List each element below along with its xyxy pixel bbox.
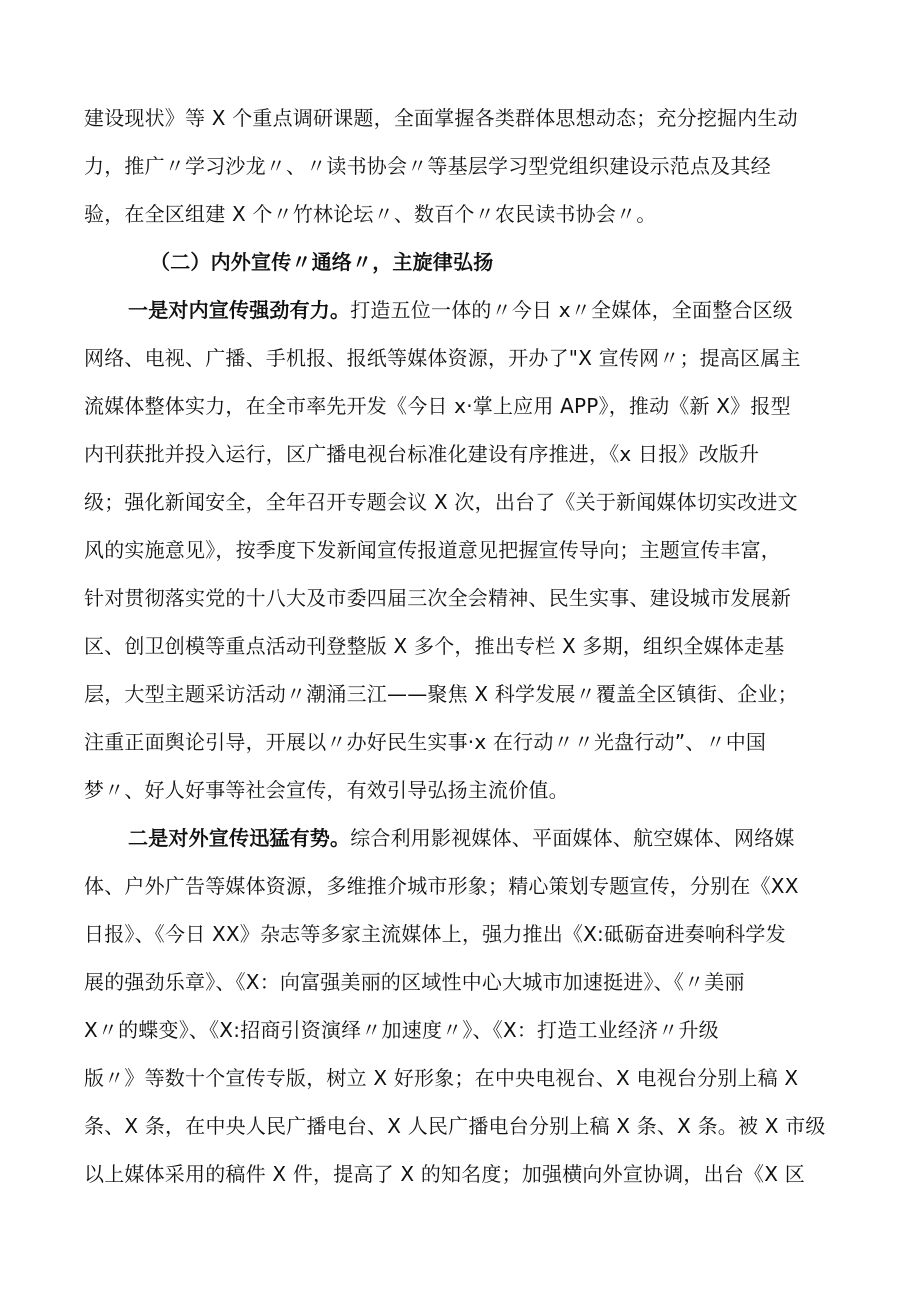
paragraph-lead: 二是对外宣传迅猛有势。 <box>128 826 351 850</box>
section-heading: （二）内外宣传〃通络〃，主旋律弘扬 <box>150 250 494 274</box>
text-line: 层，大型主题采访活动〃潮涌三江——聚焦 X 科学发展〃覆盖全区镇街、企业； <box>84 682 798 706</box>
text-line: 梦〃、好人好事等社会宣传，有效引导弘扬主流价值。 <box>84 778 569 802</box>
document-body <box>84 94 844 1198</box>
paragraph-start <box>84 286 844 334</box>
text-line: 注重正面舆论引导，开展以〃办好民生实事·x 在行动〃〃光盘行动”、〃中国 <box>84 730 767 754</box>
text-line: 风的实施意见》，按季度下发新闻宣传报道意见把握宣传导向；主题宣传丰富， <box>84 538 781 562</box>
text-line: 针对贯彻落实党的十八大及市委四届三次全会精神、民生实事、建设城市发展新 <box>84 586 791 610</box>
text-line: 验，在全区组建 X 个〃竹林论坛〃、数百个〃农民读书协会〃。 <box>84 202 657 226</box>
text-line: 版〃》等数十个宣传专版，树立 X 好形象；在中央电视台、X 电视台分别上稿 X <box>84 1066 799 1090</box>
text-run: 综合利用影视媒体、平面媒体、航空媒体、网络媒 <box>350 826 795 850</box>
text-line: 条、X 条，在中央人民广播电台、X 人民广播电台分别上稿 X 条、X 条。被 X 市级 <box>84 1114 826 1138</box>
text-run: 打造五位一体的〃今日 x〃全媒体，全面整合区级 <box>350 298 793 322</box>
paragraph-start <box>84 814 844 862</box>
text-line: X〃的蝶变》、《X:招商引资演绎〃加速度〃》、《X：打造工业经济〃升级 <box>84 1018 719 1042</box>
text-line: 级；强化新闻安全，全年召开专题会议 X 次，出台了《关于新闻媒体切实改进文 <box>84 490 798 514</box>
text-line: 流媒体整体实力，在全市率先开发《今日 x·掌上应用 APP》，推动《新 X》报型 <box>84 394 791 418</box>
text-line: 建设现状》等 X 个重点调研课题，全面掌握各类群体思想动态；充分挖掘内生动 <box>84 106 798 130</box>
text-line: 体、户外广告等媒体资源，多维推介城市形象；精心策划专题宣传，分别在《XX <box>84 874 799 898</box>
paragraph-lead: 一是对内宣传强劲有力。 <box>128 298 351 322</box>
text-line: 展的强劲乐章》、《X：向富强美丽的区域性中心大城市加速挺进》、《〃美丽 <box>84 970 745 994</box>
text-line: 力，推广〃学习沙龙〃、〃读书协会〃等基层学习型党组织建设示范点及其经 <box>84 154 771 178</box>
text-line: 网络、电视、广播、手机报、报纸等媒体资源，开办了"X 宣传网〃；提高区属主 <box>84 346 801 370</box>
text-line: 区、创卫创模等重点活动刊登整版 X 多个，推出专栏 X 多期，组织全媒体走基 <box>84 634 785 658</box>
text-line: 以上媒体采用的稿件 X 件，提高了 X 的知名度；加强横向外宣协调，出台《X 区 <box>84 1162 805 1186</box>
text-line: 日报》、《今日 XX》杂志等多家主流媒体上，强力推出《X:砥砺奋进奏响科学发 <box>84 922 786 946</box>
text-line: 内刊获批并投入运行，区广播电视台标准化建设有序推进，《x 日报》改版升 <box>84 442 760 466</box>
